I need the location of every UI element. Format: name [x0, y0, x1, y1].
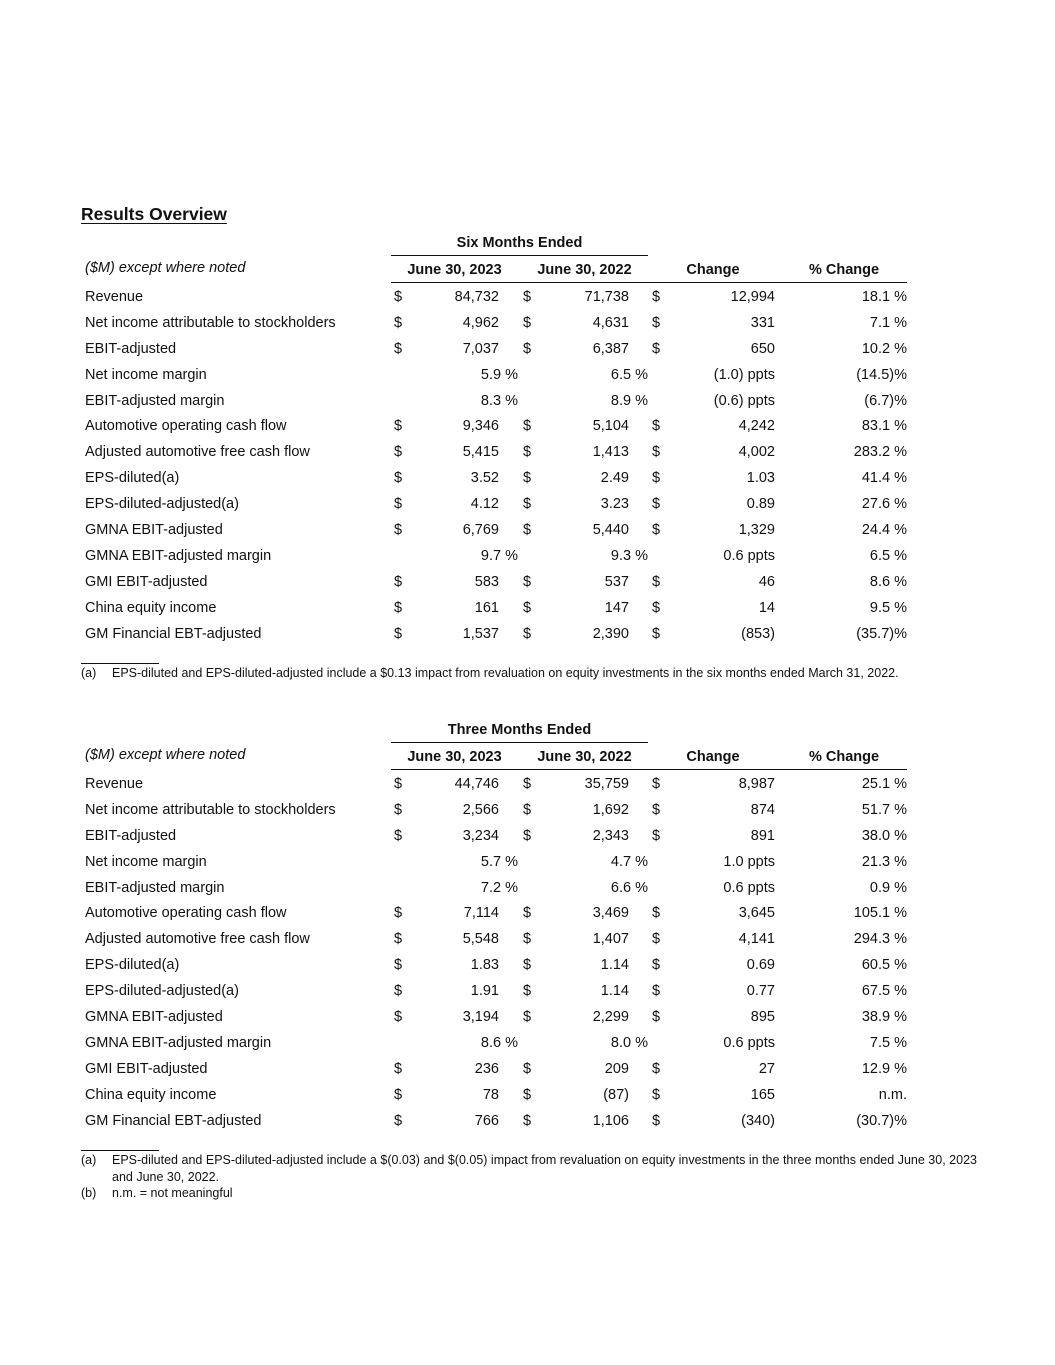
- table-row: [81, 467, 911, 493]
- footnotes-six-months: [81, 665, 977, 682]
- value-change: 4,141: [738, 931, 775, 948]
- value-2023: 9,346: [462, 418, 499, 435]
- value-2022: 9.3 %: [610, 547, 648, 564]
- value-pct-change: 294.3 %: [853, 931, 907, 948]
- value-change: 0.6 ppts: [723, 1034, 775, 1051]
- value-2023: 9.7 %: [480, 547, 518, 564]
- value-change: 0.69: [746, 957, 775, 974]
- table-row: [81, 415, 911, 441]
- value-2022: 3.23: [600, 496, 629, 513]
- value-change: 0.89: [746, 496, 775, 513]
- table-row: [81, 980, 911, 1006]
- col-header-pct-change: % Change: [808, 749, 880, 765]
- row-label: Net income attributable to stockholders: [85, 801, 336, 818]
- header-rule: [391, 769, 907, 770]
- dollar-sign: $: [394, 1009, 403, 1026]
- footnote-key: (a): [81, 666, 97, 680]
- header-rule: [391, 282, 907, 283]
- dollar-sign: $: [523, 496, 532, 513]
- row-label: China equity income: [85, 1086, 217, 1103]
- value-2023: 4,962: [462, 314, 499, 331]
- row-label: Net income margin: [85, 853, 207, 870]
- value-pct-change: 38.9 %: [861, 1009, 907, 1026]
- value-2022: 2,390: [592, 625, 629, 642]
- value-2022: 1.14: [600, 983, 629, 1000]
- value-change: 0.6 ppts: [723, 879, 775, 896]
- value-2023: 44,746: [454, 776, 499, 792]
- value-change: 1.03: [746, 470, 775, 487]
- row-label: EPS-diluted(a): [85, 470, 180, 487]
- table-row: [81, 441, 911, 467]
- value-change: (1.0) ppts: [713, 366, 775, 383]
- value-pct-change: 283.2 %: [853, 444, 907, 461]
- value-change: 46: [758, 573, 775, 590]
- value-change: 3,645: [738, 905, 775, 922]
- dollar-sign: $: [652, 801, 661, 818]
- dollar-sign: $: [394, 1060, 403, 1077]
- value-2022: 1,413: [592, 444, 629, 461]
- value-pct-change: 24.4 %: [861, 522, 907, 539]
- dollar-sign: $: [523, 1086, 532, 1103]
- value-pct-change: 38.0 %: [861, 827, 907, 844]
- value-2022: (87): [603, 1086, 629, 1103]
- dollar-sign: $: [652, 983, 661, 1000]
- value-change: 874: [750, 801, 775, 818]
- dollar-sign: $: [652, 1009, 661, 1026]
- value-pct-change: 10.2 %: [861, 340, 907, 357]
- value-2022: 1,692: [592, 801, 629, 818]
- value-2023: 766: [474, 1112, 499, 1129]
- value-2023: 7.2 %: [480, 879, 518, 896]
- value-pct-change: (35.7)%: [856, 625, 907, 642]
- dollar-sign: $: [523, 470, 532, 487]
- value-pct-change: 6.5 %: [869, 547, 907, 564]
- row-label: GMI EBIT-adjusted: [85, 1060, 208, 1077]
- value-2022: 2,299: [592, 1009, 629, 1026]
- row-label: Net income margin: [85, 366, 207, 383]
- dollar-sign: $: [652, 418, 661, 435]
- footnote: [81, 1152, 977, 1185]
- footnote-text: EPS-diluted and EPS-diluted-adjusted include a $(0.03) and $(0.05) impact from revaluation on equity investments in the three months ended June 30, 2023 and June 30, 2022.: [112, 1153, 977, 1184]
- footnote-key: (b): [81, 1186, 97, 1200]
- value-pct-change: 27.6 %: [861, 496, 907, 513]
- value-pct-change: (6.7)%: [864, 392, 907, 409]
- value-2022: 1,407: [592, 931, 629, 948]
- dollar-sign: $: [394, 340, 403, 357]
- value-pct-change: 41.4 %: [861, 470, 907, 487]
- dollar-sign: $: [394, 931, 403, 948]
- value-change: 1,329: [738, 522, 775, 539]
- value-2022: 1.14: [600, 957, 629, 974]
- value-2022: 2,343: [592, 827, 629, 844]
- col-header-2023: June 30, 2023: [407, 262, 502, 278]
- dollar-sign: $: [523, 905, 532, 922]
- table-row: [81, 545, 911, 571]
- row-label: Adjusted automotive free cash flow: [85, 931, 310, 948]
- dollar-sign: $: [652, 625, 661, 642]
- row-label: EBIT-adjusted: [85, 340, 177, 357]
- table-row: [81, 493, 911, 519]
- dollar-sign: $: [523, 957, 532, 974]
- row-label: EBIT-adjusted margin: [85, 392, 225, 409]
- value-change: 4,002: [738, 444, 775, 461]
- table-row: [81, 954, 911, 980]
- dollar-sign: $: [652, 289, 661, 305]
- value-pct-change: 7.5 %: [869, 1034, 907, 1051]
- value-2022: 35,759: [584, 776, 629, 792]
- dollar-sign: $: [394, 522, 403, 539]
- value-change: 650: [750, 340, 775, 357]
- dollar-sign: $: [652, 905, 661, 922]
- table-row: [81, 571, 911, 597]
- row-label: EPS-diluted(a): [85, 957, 180, 974]
- row-label: GMNA EBIT-adjusted margin: [85, 547, 272, 564]
- row-label: EBIT-adjusted margin: [85, 879, 225, 896]
- group-header: Three Months Ended: [391, 721, 648, 743]
- dollar-sign: $: [523, 827, 532, 844]
- value-change: (340): [741, 1112, 775, 1129]
- value-2023: 5.7 %: [480, 853, 518, 870]
- table-row: [81, 1006, 911, 1032]
- dollar-sign: $: [394, 776, 403, 792]
- table-row: [81, 390, 911, 416]
- row-label: GMI EBIT-adjusted: [85, 573, 208, 590]
- dollar-sign: $: [652, 340, 661, 357]
- value-change: 1.0 ppts: [723, 853, 775, 870]
- dollar-sign: $: [652, 599, 661, 616]
- table-row: [81, 519, 911, 545]
- dollar-sign: $: [523, 418, 532, 435]
- row-label: GMNA EBIT-adjusted: [85, 1009, 223, 1026]
- value-pct-change: (30.7)%: [856, 1112, 907, 1129]
- value-2022: 209: [604, 1060, 629, 1077]
- table-row: [81, 597, 911, 623]
- footnote-rule: [81, 1150, 159, 1151]
- label-header: ($M) except where noted: [85, 747, 246, 763]
- row-label: GMNA EBIT-adjusted margin: [85, 1034, 272, 1051]
- row-label: GMNA EBIT-adjusted: [85, 522, 223, 539]
- col-header-change: Change: [686, 262, 740, 278]
- value-2023: 236: [474, 1060, 499, 1077]
- value-change: 14: [758, 599, 775, 616]
- dollar-sign: $: [394, 444, 403, 461]
- value-2022: 6,387: [592, 340, 629, 357]
- dollar-sign: $: [523, 599, 532, 616]
- value-2023: 3,194: [462, 1009, 499, 1026]
- row-label: Revenue: [85, 776, 144, 792]
- value-pct-change: 9.5 %: [869, 599, 907, 616]
- value-2022: 71,738: [584, 289, 629, 305]
- value-change: 331: [750, 314, 775, 331]
- footnote-key: (a): [81, 1153, 97, 1167]
- value-pct-change: 21.3 %: [861, 853, 907, 870]
- value-2023: 1,537: [462, 625, 499, 642]
- value-2023: 1.91: [470, 983, 499, 1000]
- value-2023: 7,037: [462, 340, 499, 357]
- value-2022: 6.6 %: [610, 879, 648, 896]
- dollar-sign: $: [523, 340, 532, 357]
- table-row: [81, 825, 911, 851]
- value-2023: 1.83: [470, 957, 499, 974]
- value-change: (0.6) ppts: [713, 392, 775, 409]
- dollar-sign: $: [523, 625, 532, 642]
- value-pct-change: 7.1 %: [869, 314, 907, 331]
- value-pct-change: 12.9 %: [861, 1060, 907, 1077]
- value-2022: 6.5 %: [610, 366, 648, 383]
- value-2022: 8.9 %: [610, 392, 648, 409]
- dollar-sign: $: [394, 957, 403, 974]
- value-2022: 2.49: [600, 470, 629, 487]
- row-label: Net income attributable to stockholders: [85, 314, 336, 331]
- col-header-2022: June 30, 2022: [537, 749, 632, 765]
- value-2022: 1,106: [592, 1112, 629, 1129]
- value-pct-change: 83.1 %: [861, 418, 907, 435]
- page-title: Results Overview: [81, 204, 227, 224]
- table-row: [81, 338, 911, 364]
- dollar-sign: $: [523, 314, 532, 331]
- value-2022: 8.0 %: [610, 1034, 648, 1051]
- footnotes-three-months: [81, 1152, 977, 1202]
- dollar-sign: $: [394, 289, 403, 305]
- table-row: [81, 286, 911, 312]
- value-2022: 5,104: [592, 418, 629, 435]
- value-2022: 5,440: [592, 522, 629, 539]
- dollar-sign: $: [652, 776, 661, 792]
- value-2023: 6,769: [462, 522, 499, 539]
- dollar-sign: $: [652, 314, 661, 331]
- footnote: [81, 665, 977, 682]
- value-2022: 4.7 %: [610, 853, 648, 870]
- value-pct-change: 18.1 %: [861, 289, 907, 305]
- dollar-sign: $: [652, 957, 661, 974]
- group-header: Six Months Ended: [391, 234, 648, 256]
- value-change: 27: [758, 1060, 775, 1077]
- dollar-sign: $: [523, 522, 532, 539]
- row-label: EBIT-adjusted: [85, 827, 177, 844]
- value-2023: 8.3 %: [480, 392, 518, 409]
- dollar-sign: $: [523, 801, 532, 818]
- table-row: [81, 877, 911, 903]
- dollar-sign: $: [523, 573, 532, 590]
- value-2023: 84,732: [454, 289, 499, 305]
- table-row: [81, 364, 911, 390]
- value-pct-change: 51.7 %: [861, 801, 907, 818]
- table-row: [81, 1058, 911, 1084]
- table-row: [81, 312, 911, 338]
- value-pct-change: 67.5 %: [861, 983, 907, 1000]
- dollar-sign: $: [394, 625, 403, 642]
- column-header-row: [81, 745, 907, 767]
- dollar-sign: $: [394, 470, 403, 487]
- dollar-sign: $: [652, 444, 661, 461]
- table-row: [81, 928, 911, 954]
- value-change: 0.6 ppts: [723, 547, 775, 564]
- dollar-sign: $: [652, 1112, 661, 1129]
- dollar-sign: $: [523, 289, 532, 305]
- dollar-sign: $: [652, 496, 661, 513]
- row-label: EPS-diluted-adjusted(a): [85, 496, 239, 513]
- row-label: EPS-diluted-adjusted(a): [85, 983, 239, 1000]
- dollar-sign: $: [523, 983, 532, 1000]
- value-change: (853): [741, 625, 775, 642]
- dollar-sign: $: [394, 1112, 403, 1129]
- value-2022: 4,631: [592, 314, 629, 331]
- value-pct-change: 105.1 %: [853, 905, 907, 922]
- dollar-sign: $: [652, 573, 661, 590]
- value-2023: 161: [474, 599, 499, 616]
- dollar-sign: $: [394, 573, 403, 590]
- value-2023: 5,548: [462, 931, 499, 948]
- value-change: 895: [750, 1009, 775, 1026]
- dollar-sign: $: [523, 931, 532, 948]
- dollar-sign: $: [394, 983, 403, 1000]
- value-2023: 3.52: [470, 470, 499, 487]
- row-label: GM Financial EBT-adjusted: [85, 625, 262, 642]
- value-pct-change: 0.9 %: [869, 879, 907, 896]
- value-change: 4,242: [738, 418, 775, 435]
- footnote-text: n.m. = not meaningful: [112, 1186, 233, 1200]
- row-label: Automotive operating cash flow: [85, 905, 287, 922]
- value-2023: 3,234: [462, 827, 499, 844]
- table-row: [81, 902, 911, 928]
- dollar-sign: $: [523, 444, 532, 461]
- column-header-row: [81, 258, 907, 280]
- value-2022: 537: [604, 573, 629, 590]
- dollar-sign: $: [652, 1060, 661, 1077]
- dollar-sign: $: [523, 776, 532, 792]
- dollar-sign: $: [394, 827, 403, 844]
- table-row: [81, 851, 911, 877]
- value-pct-change: 25.1 %: [861, 776, 907, 792]
- dollar-sign: $: [652, 931, 661, 948]
- value-change: 0.77: [746, 983, 775, 1000]
- dollar-sign: $: [394, 599, 403, 616]
- value-pct-change: 60.5 %: [861, 957, 907, 974]
- table-body: [81, 286, 911, 648]
- footnote: [81, 1185, 977, 1202]
- dollar-sign: $: [523, 1112, 532, 1129]
- value-2023: 78: [482, 1086, 499, 1103]
- table-row: [81, 773, 911, 799]
- value-pct-change: n.m.: [878, 1086, 907, 1103]
- row-label: Adjusted automotive free cash flow: [85, 444, 310, 461]
- table-row: [81, 1084, 911, 1110]
- col-header-2023: June 30, 2023: [407, 749, 502, 765]
- dollar-sign: $: [394, 496, 403, 513]
- table-row: [81, 799, 911, 825]
- dollar-sign: $: [394, 418, 403, 435]
- dollar-sign: $: [652, 470, 661, 487]
- dollar-sign: $: [394, 314, 403, 331]
- dollar-sign: $: [652, 827, 661, 844]
- value-change: 165: [750, 1086, 775, 1103]
- col-header-change: Change: [686, 749, 740, 765]
- row-label: Automotive operating cash flow: [85, 418, 287, 435]
- table-row: [81, 1032, 911, 1058]
- value-2023: 5,415: [462, 444, 499, 461]
- value-2022: 147: [604, 599, 629, 616]
- table-row: [81, 623, 911, 649]
- value-2023: 8.6 %: [480, 1034, 518, 1051]
- value-2023: 5.9 %: [480, 366, 518, 383]
- row-label: Revenue: [85, 289, 144, 305]
- value-change: 891: [750, 827, 775, 844]
- row-label: GM Financial EBT-adjusted: [85, 1112, 262, 1129]
- value-pct-change: 8.6 %: [869, 573, 907, 590]
- dollar-sign: $: [394, 1086, 403, 1103]
- dollar-sign: $: [652, 522, 661, 539]
- label-header: ($M) except where noted: [85, 260, 246, 276]
- value-2023: 2,566: [462, 801, 499, 818]
- row-label: China equity income: [85, 599, 217, 616]
- value-change: 8,987: [738, 776, 775, 792]
- dollar-sign: $: [394, 801, 403, 818]
- value-2023: 583: [474, 573, 499, 590]
- footnote-rule: [81, 663, 159, 664]
- col-header-pct-change: % Change: [808, 262, 880, 278]
- dollar-sign: $: [652, 1086, 661, 1103]
- value-pct-change: (14.5)%: [856, 366, 907, 383]
- dollar-sign: $: [394, 905, 403, 922]
- dollar-sign: $: [523, 1009, 532, 1026]
- table-body: [81, 773, 911, 1135]
- value-2022: 3,469: [592, 905, 629, 922]
- dollar-sign: $: [523, 1060, 532, 1077]
- value-2023: 7,114: [463, 905, 499, 922]
- table-row: [81, 1110, 911, 1136]
- col-header-2022: June 30, 2022: [537, 262, 632, 278]
- footnote-text: EPS-diluted and EPS-diluted-adjusted include a $0.13 impact from revaluation on equity investments in the six months ended March 31, 2022.: [112, 666, 899, 680]
- value-change: 12,994: [730, 289, 775, 305]
- value-2023: 4.12: [470, 496, 499, 513]
